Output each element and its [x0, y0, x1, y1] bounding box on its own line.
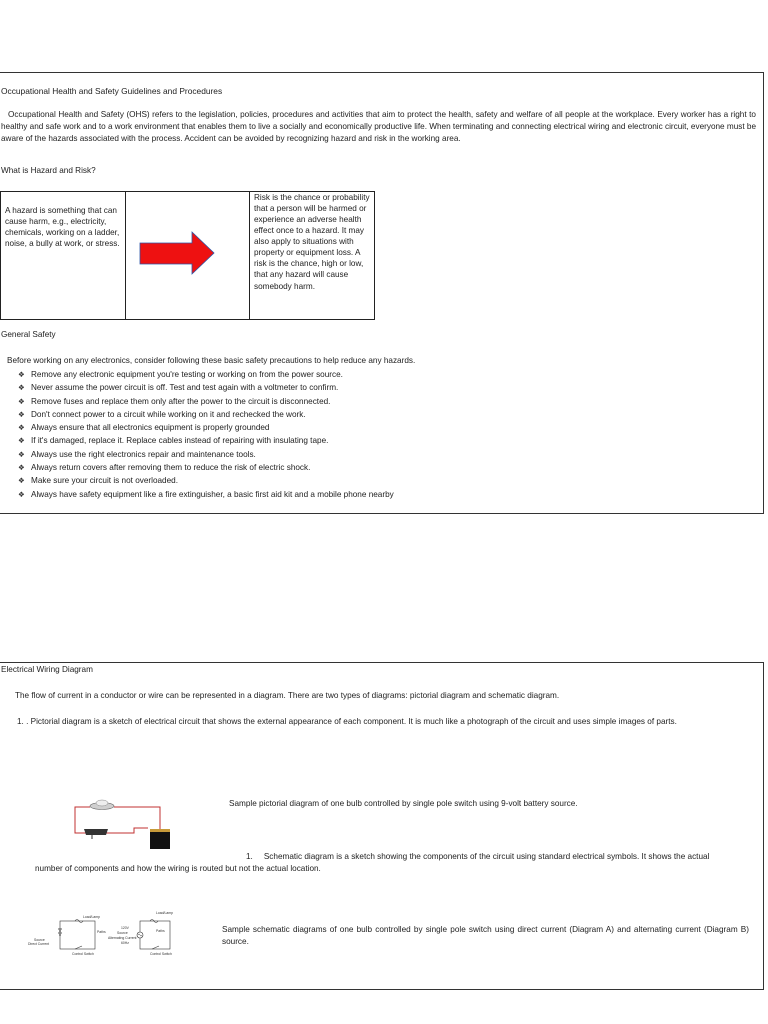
- right-arrow-icon: [126, 192, 249, 315]
- hazard-cell: [1, 192, 126, 320]
- general-safety-heading: General Safety: [1, 330, 56, 339]
- voltage-label: 120V: [121, 926, 129, 930]
- source-label-a: Source: [34, 938, 45, 942]
- schematic-item-text: Schematic diagram is a sketch showing the components of the circuit using standard electrical symbols. It shows the actual: [263, 852, 710, 861]
- hazard-risk-question: What is Hazard and Risk?: [1, 166, 96, 175]
- risk-text: Risk is the chance or probability that a person will be harmed or experience an adverse health effect once to a hazard. It may also apply to situations with property or equipment loss. A risk is the chance, high or low, that any hazard will cause somebody harm.: [254, 193, 370, 291]
- alternating-current-label: Alternating Current: [108, 936, 137, 940]
- pictorial-circuit-icon: [22, 771, 218, 851]
- frequency-label: 60Hz: [121, 941, 129, 945]
- schematic-diagram-b: [108, 911, 173, 956]
- safety-bullet-item: ❖ Always use the right electronics repair and maintenance tools.: [18, 448, 394, 461]
- load-lamp-label-b: Load/Lamp: [156, 911, 173, 915]
- safety-bullet-item: ❖ Always return covers after removing them to reduce the risk of electric shock.: [18, 461, 394, 474]
- schematic-item-continued: number of components and how the wiring is routed but not the actual location.: [35, 864, 321, 873]
- load-lamp-label-a: Load/Lamp: [83, 915, 100, 919]
- pictorial-diagram: [22, 771, 218, 851]
- safety-bullet-item: ❖ Remove fuses and replace them only after the power to the circuit is disconnected.: [18, 395, 394, 408]
- pictorial-diagram-item: 1. . Pictorial diagram is a sketch of electrical circuit that shows the external appearance of each component. It is much like a photograph of the circuit and uses simple images of parts.: [17, 717, 677, 726]
- risk-cell: [250, 192, 375, 320]
- page-title: Electrical Wiring Diagram: [1, 665, 93, 674]
- pictorial-caption: Sample pictorial diagram of one bulb controlled by single pole switch using 9-volt battery source.: [229, 799, 578, 808]
- safety-bullet-item: ❖ Remove any electronic equipment you're testing or working on from the power source.: [18, 368, 394, 381]
- safety-bullet-item: ❖ Don't connect power to a circuit while working on it and rechecked the work.: [18, 408, 394, 421]
- paths-label-a: Paths: [97, 930, 106, 934]
- schematic-caption: Sample schematic diagrams of one bulb controlled by single pole switch using direct current (Diagram A) and alternating current (Diagram B) source.: [222, 925, 749, 946]
- schematic-diagrams: [20, 909, 195, 959]
- hazard-risk-table: [0, 191, 375, 320]
- paths-label-b: Paths: [156, 929, 165, 933]
- safety-bullet-item: ❖ Make sure your circuit is not overloaded.: [18, 474, 394, 487]
- safety-bullet-item: ❖ If it's damaged, replace it. Replace cables instead of repairing with insulating tape.: [18, 434, 394, 447]
- arrow-cell: [126, 192, 250, 320]
- safety-bullet-item: ❖ Never assume the power circuit is off. Test and test again with a voltmeter to confirm.: [18, 381, 394, 394]
- safety-bullet-item: ❖ Always have safety equipment like a fire extinguisher, a basic first aid kit and a mobile phone nearby: [18, 488, 394, 501]
- safety-precautions-list: [18, 368, 394, 501]
- schematic-diagram-a: [28, 915, 106, 956]
- page-occupational-safety: [0, 72, 764, 514]
- direct-current-label: Direct Current: [28, 942, 50, 946]
- intro-paragraph: Occupational Health and Safety (OHS) refers to the legislation, policies, procedures and activities that aim to protect the health, safety and welfare of all people at the workplace. Every worker has a right to healthy and safe work and to a work environment that enables them to live a socially and economically productive life. When terminating and connecting electrical wiring and electronic circuit, everyone must be aware of the hazards associated with the process. Accident can be avoided by recognizing hazard and risk in the working area.: [1, 110, 757, 143]
- hazard-text: A hazard is something that can cause harm, e.g., electricity, chemicals, working on a ladder, noise, a bully at work, or stress.: [5, 206, 120, 249]
- page-title: Occupational Health and Safety Guidelines and Procedures: [1, 86, 223, 96]
- control-switch-label-a: Control Switch: [72, 952, 94, 956]
- general-safety-intro: Before working on any electronics, consider following these basic safety precautions to help reduce any hazards.: [7, 356, 416, 365]
- safety-bullet-item: ❖ Always ensure that all electronics equipment is properly grounded: [18, 421, 394, 434]
- control-switch-label-b: Control Switch: [150, 952, 172, 956]
- schematic-item: [246, 851, 709, 863]
- source-label-b: Source: [117, 931, 128, 935]
- schematic-circuit-icon: [20, 909, 195, 959]
- schematic-item-number: 1.: [246, 852, 253, 861]
- page-wiring-diagram: [0, 662, 764, 990]
- intro-paragraph: The flow of current in a conductor or wire can be represented in a diagram. There are two types of diagrams: pictorial diagram and schematic diagram.: [15, 691, 560, 700]
